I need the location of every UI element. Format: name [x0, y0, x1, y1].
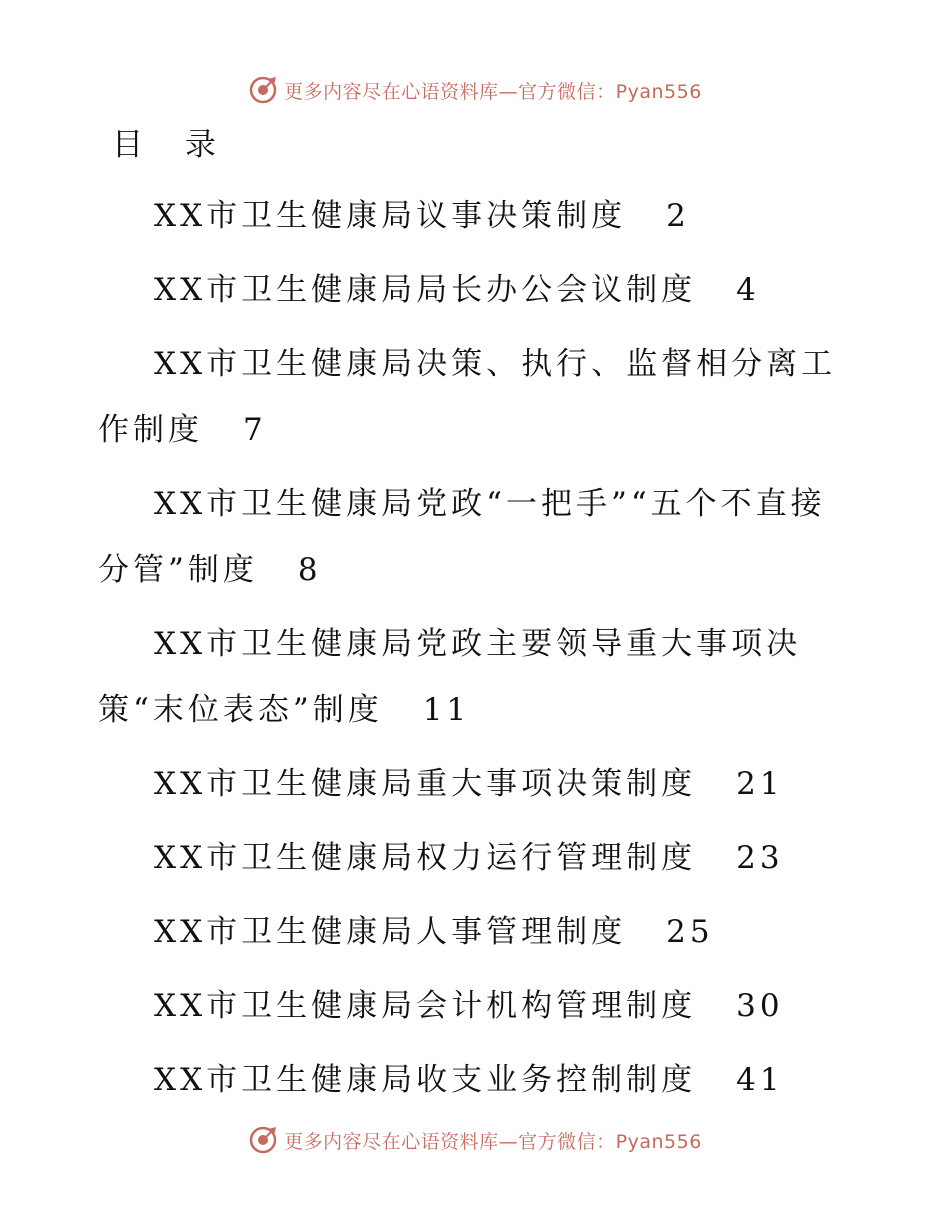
toc-entry[interactable]: [98, 751, 858, 817]
footer-banner: [0, 1120, 950, 1160]
toc-entry-page: 25: [666, 914, 714, 950]
toc-entry-page: 7: [243, 412, 267, 448]
toc-entry-page: 2: [666, 198, 690, 234]
toc-title: 目 录: [112, 127, 232, 163]
toc-entry-title: XX市卫生健康局决策、执行、监督相分离工作制度: [98, 346, 837, 448]
toc-entry[interactable]: [98, 973, 858, 1039]
toc-entry-page: 30: [736, 988, 784, 1024]
toc-entry-title: XX市卫生健康局议事决策制度: [154, 198, 627, 234]
toc-entry-page: 21: [736, 766, 784, 802]
toc-entry-page: 4: [736, 272, 760, 308]
toc-entry[interactable]: [98, 611, 858, 743]
banner-text: 更多内容尽在心语资料库—官方微信：Pyan556: [284, 1130, 702, 1153]
toc-entry[interactable]: [98, 471, 858, 603]
toc-entry[interactable]: [98, 257, 858, 323]
toc-entry-page: 8: [297, 552, 322, 588]
toc-entry-title: XX市卫生健康局会计机构管理制度: [154, 988, 697, 1024]
toc-entry-title: XX市卫生健康局党政主要领导重大事项决策“末位表态”制度: [98, 626, 802, 728]
toc-entry[interactable]: [98, 899, 858, 965]
toc-entry-page: 11: [422, 692, 471, 728]
toc-entry-page: 23: [736, 840, 784, 876]
toc-entry-title: XX市卫生健康局重大事项决策制度: [154, 766, 697, 802]
toc-entry[interactable]: [98, 1047, 858, 1113]
header-banner: [0, 70, 950, 110]
table-of-contents: [98, 183, 858, 1121]
toc-entry[interactable]: [98, 183, 858, 249]
toc-entry-title: XX市卫生健康局权力运行管理制度: [154, 840, 697, 876]
toc-entry[interactable]: [98, 331, 858, 463]
pen-logo-icon: [248, 75, 278, 105]
toc-entry[interactable]: [98, 825, 858, 891]
pen-logo-icon: [248, 1125, 278, 1155]
toc-entry-title: XX市卫生健康局局长办公会议制度: [154, 272, 697, 308]
toc-entry-title: XX市卫生健康局党政“一把手”“五个不直接分管”制度: [98, 486, 826, 588]
toc-entry-title: XX市卫生健康局收支业务控制制度: [154, 1062, 697, 1098]
banner-text: 更多内容尽在心语资料库—官方微信：Pyan556: [284, 80, 702, 103]
toc-entry-page: 41: [736, 1062, 784, 1098]
toc-entry-title: XX市卫生健康局人事管理制度: [154, 914, 627, 950]
